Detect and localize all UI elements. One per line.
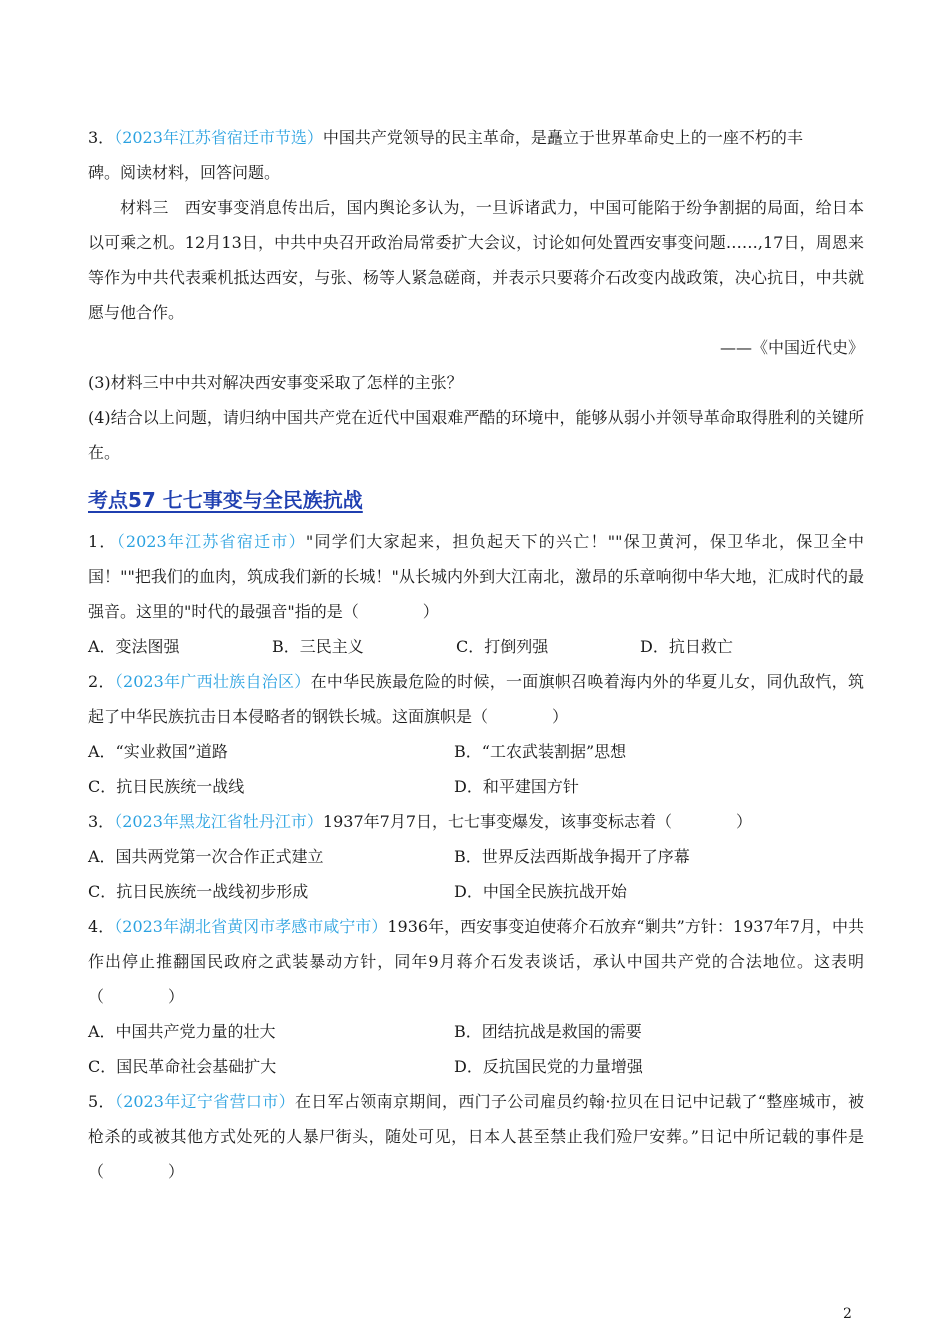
- question-4-options-row-2: [88, 1049, 864, 1084]
- option-a: A．“实业救国”道路: [88, 742, 228, 761]
- option-d: D．反抗国民党的力量增强: [454, 1057, 643, 1076]
- question-source: （2023年辽宁省营口市）: [114, 1092, 295, 1111]
- option-b: B．世界反法西斯战争揭开了序幕: [454, 847, 690, 866]
- option-c: C．抗日民族统一战线初步形成: [88, 882, 309, 901]
- option-b: B．团结抗战是救国的需要: [454, 1022, 642, 1041]
- question-1: [88, 524, 864, 629]
- option-a: A．变法图强: [88, 637, 180, 656]
- question-stem: 中国共产党领导的民主革命，是矗立于世界革命史上的一座不朽的丰: [322, 128, 803, 147]
- question-stem: 在中华民族最危险的时候，一面旗帜召唤着海内外的华夏儿女，同仇敌忾，筑起了中华民族抗击日本侵略者的钢铁长城。这面旗帜是（ ）: [88, 672, 864, 726]
- option-c: C．打倒列强: [456, 637, 549, 656]
- question-1-options: [88, 629, 864, 664]
- question-number: 4．: [88, 917, 115, 936]
- option-b: B．“工农武装割据”思想: [454, 742, 627, 761]
- question-stem: 在日军占领南京期间，西门子公司雇员约翰·拉贝在日记中记载了“整座城市，被枪杀的或被其他方式处死的人暴尸街头，随处可见，日本人甚至禁止我们殓尸安葬。”日记中所记载的事件是（ ）: [88, 1092, 864, 1181]
- question-number: 3．: [88, 812, 115, 831]
- sub-question-4: (4)结合以上问题，请归纳中国共产党在近代中国艰难严酷的环境中，能够从弱小并领导革命取得胜利的关键所在。: [88, 408, 864, 462]
- question-source: （2023年黑龙江省牡丹江市）: [114, 812, 323, 831]
- question-source: （2023年江苏省宿迁市）: [116, 532, 306, 551]
- question-source: （2023年广西壮族自治区）: [114, 672, 311, 691]
- material-citation: ——《中国近代史》: [719, 338, 864, 357]
- question-number: 2．: [88, 672, 115, 691]
- question-2: [88, 664, 864, 734]
- question-3: [88, 804, 864, 839]
- question-source: （2023年江苏省宿迁市节选）: [114, 128, 323, 147]
- section-title: 考点57 七七事变与全民族抗战: [88, 488, 363, 512]
- option-b: B．三民主义: [272, 637, 364, 656]
- question-4: [88, 909, 864, 1014]
- question-5: [88, 1084, 864, 1189]
- material-three: 材料三 西安事变消息传出后，国内舆论多认为，一旦诉诸武力，中国可能陷于纷争割据的局面，给日本以可乘之机。12月13日，中共中央召开政治局常委扩大会议，讨论如何处置西安事变问题……,17日，周恩来等作为中共代表乘机抵达西安，与张、杨等人紧急磋商，并表示只要蒋介石改变内战政策，决心抗日，中共就愿与他合作。: [88, 198, 864, 322]
- question-stem-continued: 碑。阅读材料，回答问题。: [88, 163, 281, 182]
- option-c: C．抗日民族统一战线: [88, 777, 245, 796]
- option-c: C．国民革命社会基础扩大: [88, 1057, 277, 1076]
- question-3-options-row-1: [88, 839, 864, 874]
- question-number: 5．: [88, 1092, 115, 1111]
- page-number: 2: [843, 1306, 852, 1322]
- option-d: D．中国全民族抗战开始: [454, 882, 627, 901]
- question-2-options-row-1: [88, 734, 864, 769]
- option-a: A．中国共产党力量的壮大: [88, 1022, 276, 1041]
- question-source: （2023年湖北省黄冈市孝感市咸宁市）: [114, 917, 388, 936]
- question-2-options-row-2: [88, 769, 864, 804]
- document-page: [88, 120, 864, 1189]
- question-4-options-row-1: [88, 1014, 864, 1049]
- question-stem: 1936年，西安事变迫使蒋介石放弃“剿共”方针：1937年7月，中共作出停止推翻国民政府之武装暴动方针，同年9月蒋介石发表谈话，承认中国共产党的合法地位。这表明（ ）: [88, 917, 864, 1006]
- option-a: A．国共两党第一次合作正式建立: [88, 847, 324, 866]
- option-d: D．抗日救亡: [640, 637, 733, 656]
- question-number: 1．: [88, 532, 117, 551]
- sub-question-3: (3)材料三中中共对解决西安事变采取了怎样的主张？: [88, 373, 463, 392]
- option-d: D．和平建国方针: [454, 777, 579, 796]
- question-number: 3．: [88, 128, 115, 147]
- question-stem: 1937年7月7日，七七事变爆发，该事变标志着（ ）: [322, 812, 753, 831]
- question-3-options-row-2: [88, 874, 864, 909]
- prev-question-stem: [88, 120, 864, 190]
- question-stem: "同学们大家起来，担负起天下的兴亡！""保卫黄河，保卫华北，保卫全中国！""把我们的血肉，筑成我们新的长城！"从长城内外到大江南北，激昂的乐章响彻中华大地，汇成时代的最强音。这里的"时代的最强音"指的是（ ）: [88, 532, 864, 621]
